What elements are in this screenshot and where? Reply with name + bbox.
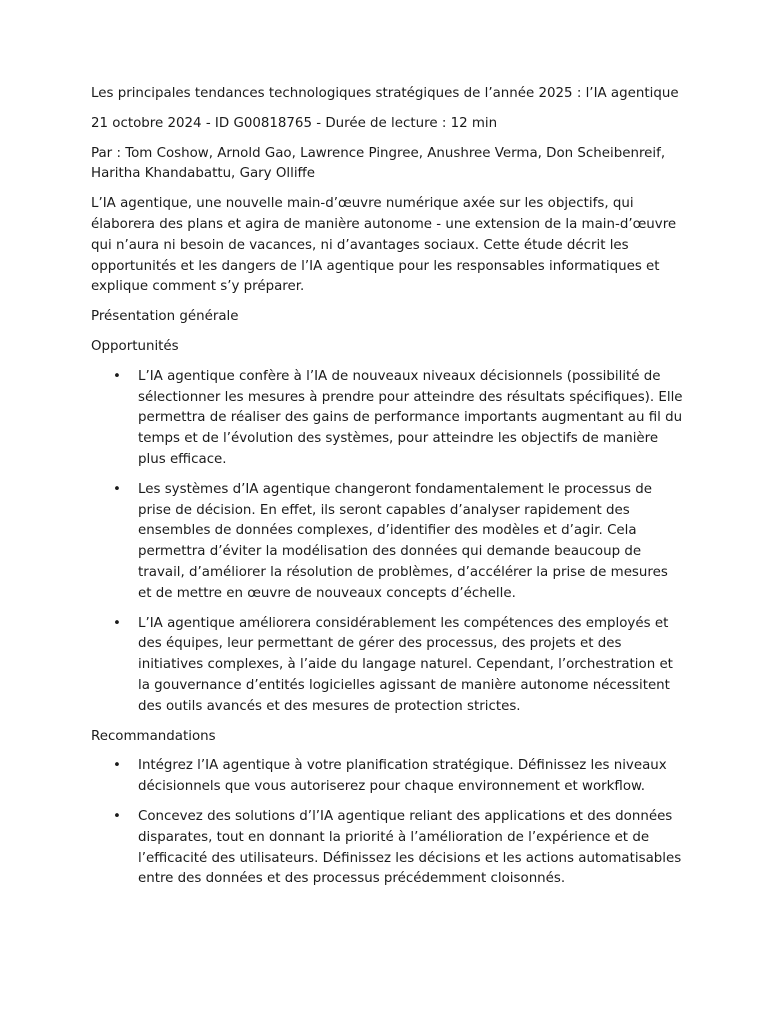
opportunities-list (91, 367, 683, 718)
bullet-icon: • (113, 615, 121, 631)
overview-heading: Présentation générale (91, 309, 239, 325)
document-summary: L’IA agentique, une nouvelle main-d’œuvre numérique axée sur les objectifs, qui élaborera des plans et agira de manière autonome - une extension de la main-d’œuvre qui n’aura ni besoin de vacances, ni d’avantages sociaux. Cette étude décrit les opportunités et les dangers de l’IA agentique pour les responsables informatiques et explique comment s’y préparer. (91, 196, 677, 295)
list-item (91, 367, 683, 471)
bullet-icon: • (113, 808, 121, 824)
bullet-icon: • (113, 481, 121, 497)
list-item-text: L’IA agentique améliorera considérablement les compétences des employés et des équipes, leur permettant de gérer des processus, des projets et des initiatives complexes, à l’aide du langage naturel. Cependant, l’orchestration et la gouvernance d’entités logicielles agissant de manière autonome nécessitent des outils avancés et des mesures de protection strictes. (138, 615, 673, 714)
recommendations-heading: Recommandations (91, 728, 216, 744)
list-item (91, 756, 683, 798)
list-item-text: Les systèmes d’IA agentique changeront fondamentalement le processus de prise de décision. En effet, ils seront capables d’analyser rapidement des ensembles de données complexes, d’identifier des modèles et d’agir. Cela permettra d’éviter la modélisation des données qui demande beaucoup de travail, d’améliorer la résolution de problèmes, d’accélérer la prise de mesures et de mettre en œuvre de nouveaux concepts d’échelle. (138, 481, 668, 601)
list-item (91, 480, 683, 605)
document-title: Les principales tendances technologiques stratégiques de l’année 2025 : l’IA agentique (91, 86, 679, 101)
recommendations-list (91, 756, 683, 890)
list-item-text: Concevez des solutions d’l’IA agentique reliant des applications et des données disparates, tout en donnant la priorité à l’amélioration de l’expérience et de l’efficacité des utilisateurs. Définissez les décisions et les actions automatisables entre des données et des processus précédemment cloisonnés. (138, 808, 682, 887)
bullet-icon: • (113, 758, 121, 774)
document-page (91, 84, 683, 899)
list-item-text: L’IA agentique confère à l’IA de nouveaux niveaux décisionnels (possibilité de sélectionner les mesures à prendre pour atteindre des résultats spécifiques). Elle permettra de réaliser des gains de performance importants augmentant au fil du temps et de l’évolution des systèmes, pour atteindre les objectifs de manière plus efficace. (138, 368, 683, 467)
list-item (91, 614, 683, 718)
list-item (91, 807, 683, 890)
bullet-icon: • (113, 368, 121, 384)
document-authors: Par : Tom Coshow, Arnold Gao, Lawrence Pingree, Anushree Verma, Don Scheibenreif, Haritha Khandabattu, Gary Olliffe (91, 145, 666, 182)
opportunities-heading: Opportunités (91, 338, 179, 354)
document-meta: 21 octobre 2024 - ID G00818765 - Durée de lecture : 12 min (91, 115, 498, 131)
list-item-text: Intégrez l’IA agentique à votre planification stratégique. Définissez les niveaux décisionnels que vous autoriserez pour chaque environnement et workflow. (138, 758, 667, 795)
